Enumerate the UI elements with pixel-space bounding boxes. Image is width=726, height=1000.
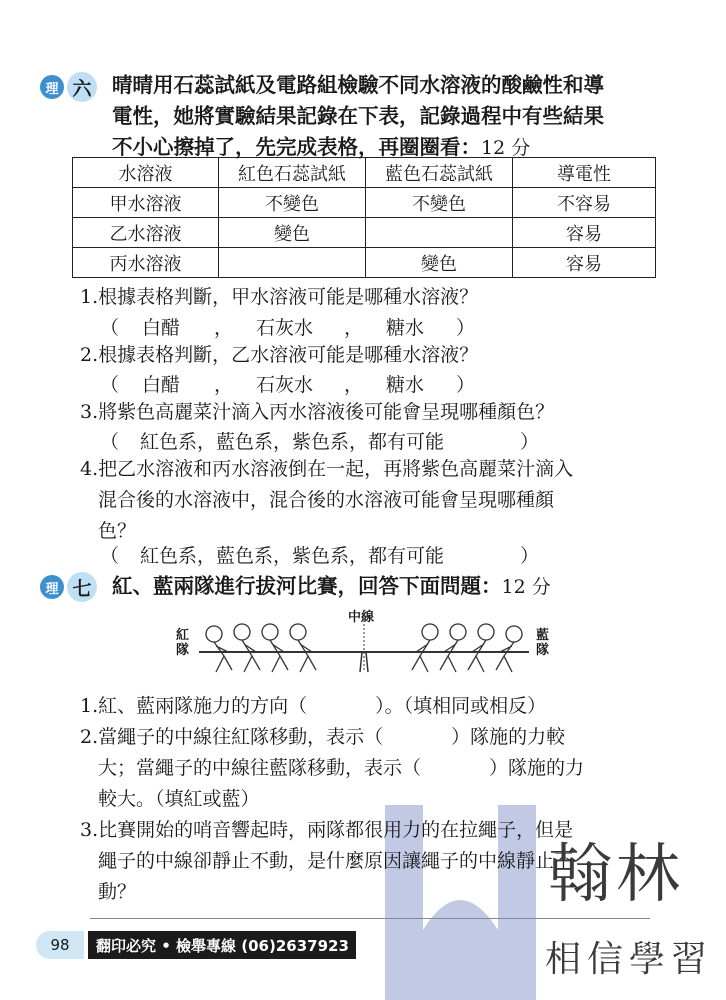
section-number: 七 — [67, 572, 97, 602]
table-cell: 變色 — [366, 248, 513, 278]
table-cell: 不容易 — [513, 188, 656, 218]
question-3: 3.將紫色高麗菜汁滴入丙水溶液後可能會呈現哪種顏色？ — [80, 401, 555, 423]
s7-question-3-line: 動？ — [98, 881, 137, 903]
points-label: 12 分 — [481, 137, 531, 159]
table-cell: 乙水溶液 — [73, 218, 219, 248]
question-1: 1.根據表格判斷，甲水溶液可能是哪種水溶液？ — [80, 286, 479, 308]
section-seven-heading: 紅、藍兩隊進行拔河比賽，回答下面問題：12 分 — [112, 574, 551, 598]
table-cell — [219, 248, 366, 278]
section-six-heading — [112, 70, 604, 164]
option-text[interactable]: 紅色系，藍色系，紫色系，都有可能 — [140, 431, 445, 453]
section-number: 六 — [67, 72, 97, 102]
option-text[interactable]: 糖水 — [386, 317, 425, 339]
paren-open: （ — [100, 317, 120, 339]
s7-question-2-cont: 大；當繩子的中線往藍隊移動，表示（ ）隊施的力 — [98, 757, 585, 779]
heading-line: 電性，她將實驗結果記錄在下表，記錄過程中有些結果 — [112, 104, 604, 128]
question-line: 4.把乙水溶液和丙水溶液倒在一起，再將紫色高麗菜汁滴入 — [80, 458, 574, 480]
question-line: 混合後的水溶液中，混合後的水溶液可能會呈現哪種顏 — [98, 489, 555, 511]
table-header-cell: 藍色石蕊試紙 — [366, 158, 513, 188]
s7-question-1: 1.紅、藍兩隊施力的方向（ ）。（填相同或相反） — [80, 695, 547, 717]
brand-slogan: 相信學習 — [545, 939, 714, 980]
option-text[interactable]: 白醋 — [142, 374, 181, 396]
table-cell: 丙水溶液 — [73, 248, 219, 278]
s7-question-3-line: 繩子的中線卻靜止不動，是什麼原因讓繩子的中線靜止不 — [98, 850, 574, 872]
table-header-cell: 紅色石蕊試紙 — [219, 158, 366, 188]
option-separator: ， — [214, 317, 234, 339]
paren-close: ） — [520, 431, 540, 453]
option-text[interactable]: 糖水 — [386, 374, 425, 396]
red-team-children — [206, 624, 316, 672]
heading-line: 不小心擦掉了，先完成表格，再圈圈看：12 分 — [112, 135, 531, 159]
center-line-label: 中線 — [348, 610, 375, 625]
tug-of-war-figure — [176, 606, 556, 676]
paren-close: ） — [456, 374, 476, 396]
blue-team-children — [412, 624, 522, 672]
results-table — [72, 157, 656, 278]
table-cell: 容易 — [513, 248, 656, 278]
table-cell: 變色 — [219, 218, 366, 248]
question-line: 色？ — [98, 520, 137, 542]
table-cell — [366, 218, 513, 248]
section-seven-badge — [40, 572, 97, 602]
option-text[interactable]: 紅色系，藍色系，紫色系，都有可能 — [140, 545, 445, 567]
copyright-notice: 翻印必究 • 檢舉專線 (06)2637923 — [88, 931, 356, 959]
option-text[interactable]: 白醋 — [142, 317, 181, 339]
question-2: 2.根據表格判斷，乙水溶液可能是哪種水溶液？ — [80, 344, 479, 366]
footer-divider — [90, 918, 650, 919]
heading-line: 晴晴用石蕊試紙及電路組檢驗不同水溶液的酸鹼性和導 — [112, 73, 604, 97]
table-cell: 容易 — [513, 218, 656, 248]
table-row — [73, 188, 656, 218]
paren-close: ） — [456, 317, 476, 339]
table-row — [73, 218, 656, 248]
red-team-label: 紅隊 — [176, 628, 190, 658]
table-header-cell: 導電性 — [513, 158, 656, 188]
subject-icon: 理 — [40, 575, 64, 599]
section-six-badge — [40, 72, 97, 102]
option-separator: ， — [344, 317, 364, 339]
points-label: 12 分 — [501, 576, 551, 598]
question-4 — [80, 454, 573, 547]
table-row — [73, 248, 656, 278]
paren-open: （ — [100, 545, 120, 567]
page-number: 98 — [36, 931, 84, 959]
option-separator: ， — [344, 374, 364, 396]
table-header-row — [73, 158, 656, 188]
blue-team-label: 藍隊 — [536, 628, 550, 658]
s7-question-2-note: 較大。（填紅或藍） — [98, 788, 260, 810]
table-cell: 不變色 — [219, 188, 366, 218]
option-text[interactable]: 石灰水 — [256, 374, 314, 396]
table-cell: 不變色 — [366, 188, 513, 218]
s7-question-3: 3.比賽開始的哨音響起時，兩隊都很用力的在拉繩子，但是 — [80, 819, 574, 841]
paren-close: ） — [520, 545, 540, 567]
option-separator: ， — [214, 374, 234, 396]
paren-open: （ — [100, 374, 120, 396]
s7-question-2: 2.當繩子的中線往紅隊移動，表示（ ）隊施的力較 — [80, 726, 566, 748]
subject-icon: 理 — [40, 75, 64, 99]
paren-open: （ — [100, 431, 120, 453]
table-header-cell: 水溶液 — [73, 158, 219, 188]
table-cell: 甲水溶液 — [73, 188, 219, 218]
tug-of-war-illustration — [194, 616, 534, 676]
brand-name: 翰林 — [548, 838, 684, 912]
option-text[interactable]: 石灰水 — [256, 317, 314, 339]
